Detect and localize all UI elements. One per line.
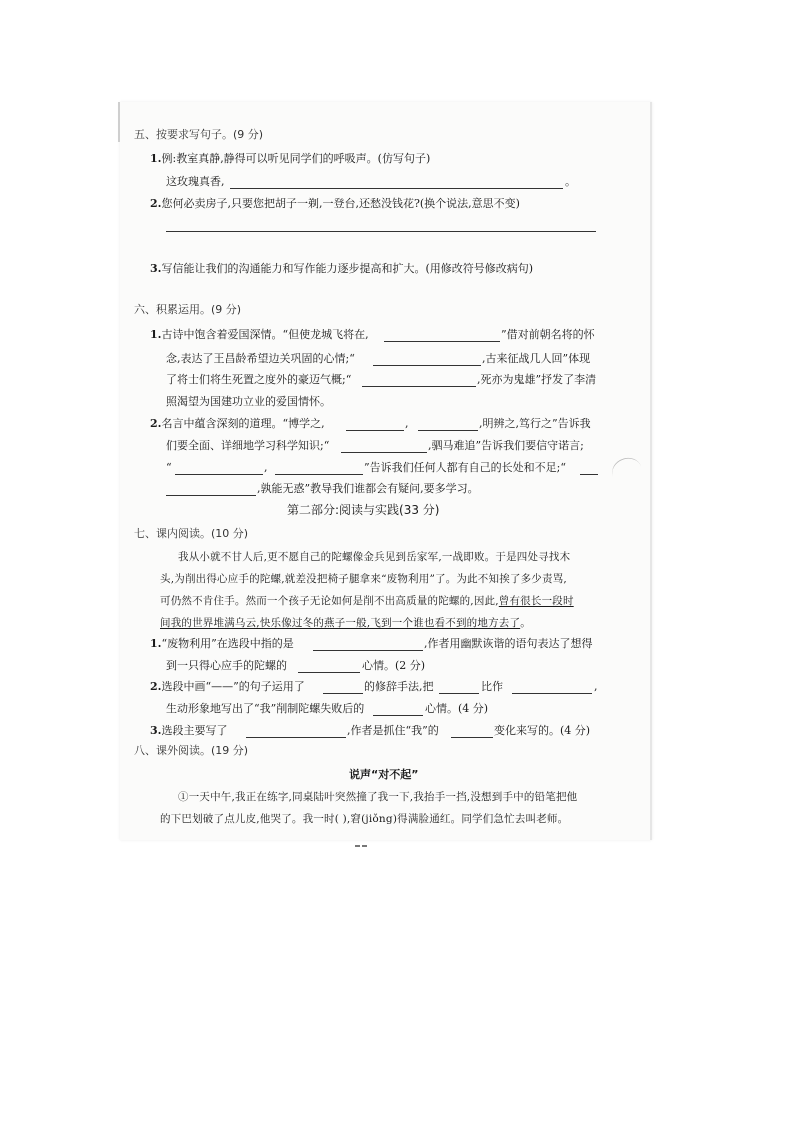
question-number: 1. (150, 328, 162, 341)
part-2-title: 第二部分:阅读与实践(33 分) (287, 503, 440, 517)
answer-blank[interactable] (362, 386, 476, 387)
question-text: 例:教室真静,静得可以听见同学们的呼吸声。(仿写句子) (161, 152, 431, 165)
question-number: 3. (150, 262, 162, 275)
question-text: , (264, 461, 268, 474)
passage-text: 。 (520, 617, 531, 629)
question-7-1 (150, 637, 294, 651)
answer-blank[interactable] (451, 737, 493, 738)
passage-line: 头,为削出得心应手的陀螺,就差没把椅子腿拿来“废物利用”了。为此不知挨了多少责骂, (160, 573, 567, 585)
question-text: 念,表达了王昌龄希望边关巩固的心情;“ (166, 352, 355, 365)
answer-blank[interactable] (313, 650, 423, 651)
answer-blank[interactable] (439, 693, 479, 694)
question-text: ,作者是抓住“我”的 (347, 724, 439, 737)
underlined-sentence: 曾有很长一段时 (498, 595, 574, 607)
question-6-1-line1 (150, 328, 369, 342)
question-text: ,古来征战几人回”体现 (482, 352, 591, 365)
article-title: 说声“对不起” (349, 768, 419, 781)
question-text: 名言中蕴含深刻的道理。“博学之, (161, 417, 325, 430)
question-text: 选段主要写了 (161, 724, 228, 737)
answer-blank[interactable] (512, 693, 592, 694)
question-text: 变化来写的。(4 分) (494, 724, 591, 737)
passage-line: ①一天中午,我正在练字,同桌陆叶突然撞了我一下,我抬手一挡,没想到手中的铅笔把他 (178, 791, 578, 803)
section-7-title: 七、课内阅读。(10 分) (134, 527, 249, 540)
answer-blank[interactable] (373, 715, 423, 716)
question-text: ,孰能无惑”教导我们谁都会有疑问,要多学习。 (257, 482, 479, 495)
question-text: “废物利用”在选段中指的是 (161, 637, 294, 650)
question-text: 选段中画“——”的句子运用了 (161, 680, 305, 693)
answer-blank[interactable] (298, 672, 360, 673)
question-text: ,明辨之,笃行之”告诉我 (479, 417, 591, 430)
answer-blank[interactable] (275, 474, 363, 475)
question-text: ,驷马难追”告诉我们要信守诺言; (428, 439, 584, 452)
answer-blank[interactable] (246, 737, 346, 738)
page-number-mark (355, 832, 369, 837)
answer-blank[interactable] (580, 474, 598, 475)
question-text: ,死亦为鬼雄”抒发了李清 (477, 373, 597, 386)
passage-line: 的下巴划破了点儿皮,他哭了。我一时( ),窘(jiǒng)得满脸通红。同学们急忙去叫老师。 (160, 813, 569, 825)
passage-line (160, 594, 574, 608)
question-text: 了将士们将生死置之度外的豪迈气概;“ (166, 373, 352, 386)
question-5-1-prefix: 这玫瑰真香, (166, 175, 225, 188)
question-number: 2. (150, 680, 162, 693)
answer-blank[interactable] (230, 188, 563, 189)
question-number: 2. (150, 417, 162, 430)
question-text: ,作者用幽默诙谐的语句表达了想得 (424, 637, 593, 650)
question-text: 心情。(2 分) (362, 659, 426, 672)
answer-blank[interactable] (166, 495, 256, 496)
question-5-1-end: 。 (565, 175, 576, 188)
question-5-1 (150, 152, 430, 166)
page-edge (118, 102, 120, 142)
question-text: 心情。(4 分) (425, 702, 489, 715)
question-number: 1. (150, 152, 162, 165)
question-5-3 (150, 262, 533, 276)
section-8-title: 八、课外阅读。(19 分) (134, 744, 249, 757)
answer-blank[interactable] (166, 231, 596, 232)
section-6-title: 六、积累运用。(9 分) (134, 303, 242, 316)
question-text: 的修辞手法,把 (364, 680, 434, 693)
page-edge (650, 102, 652, 840)
question-5-2 (150, 197, 520, 211)
question-text: 古诗中饱含着爱国深情。“但使龙城飞将在, (161, 328, 369, 341)
question-number: 1. (150, 637, 162, 650)
answer-blank[interactable] (341, 452, 427, 453)
question-text: ”借对前朝名将的怀 (501, 328, 595, 341)
question-number: 3. (150, 724, 162, 737)
answer-blank[interactable] (346, 430, 404, 431)
answer-blank[interactable] (175, 474, 263, 475)
question-text: 您何必卖房子,只要您把胡子一剃,一登台,还愁没钱花?(换个说法,意思不变) (161, 197, 520, 210)
answer-blank[interactable] (418, 430, 478, 431)
passage-line (160, 616, 531, 630)
underlined-sentence: 间我的世界堆满乌云,快乐像过冬的燕子一般,飞到一个谁也看不到的地方去了 (160, 617, 521, 629)
question-text: 比作 (481, 680, 503, 693)
question-text: 们要全面、详细地学习科学知识;“ (166, 439, 330, 452)
question-text: “ (166, 461, 172, 474)
passage-text: 可仍然不肯住手。然而一个孩子无论如何是削不出高质量的陀螺的,因此, (160, 595, 499, 607)
question-text: ”告诉我们任何人都有自己的长处和不足;“ (364, 461, 566, 474)
question-text: 到一只得心应手的陀螺的 (166, 659, 287, 672)
question-text: 生动形象地写出了“我”削制陀螺失败后的 (166, 702, 365, 715)
question-number: 2. (150, 197, 162, 210)
question-text: 写信能让我们的沟通能力和写作能力逐步提高和扩大。(用修改符号修改病句) (161, 262, 534, 275)
question-text: , (594, 680, 598, 693)
question-6-2-line1 (150, 417, 325, 431)
question-7-3 (150, 724, 227, 738)
answer-blank[interactable] (373, 365, 481, 366)
answer-blank[interactable] (323, 693, 363, 694)
section-5-title: 五、按要求写句子。(9 分) (134, 128, 264, 141)
question-7-2 (150, 680, 305, 694)
answer-blank[interactable] (384, 341, 500, 342)
passage-line: 我从小就不甘人后,更不愿自己的陀螺像金兵见到岳家军,一战即败。于是四处寻找木 (178, 551, 571, 563)
question-text: 照渴望为国建功立业的爱国情怀。 (166, 395, 331, 408)
question-text: , (405, 417, 409, 430)
